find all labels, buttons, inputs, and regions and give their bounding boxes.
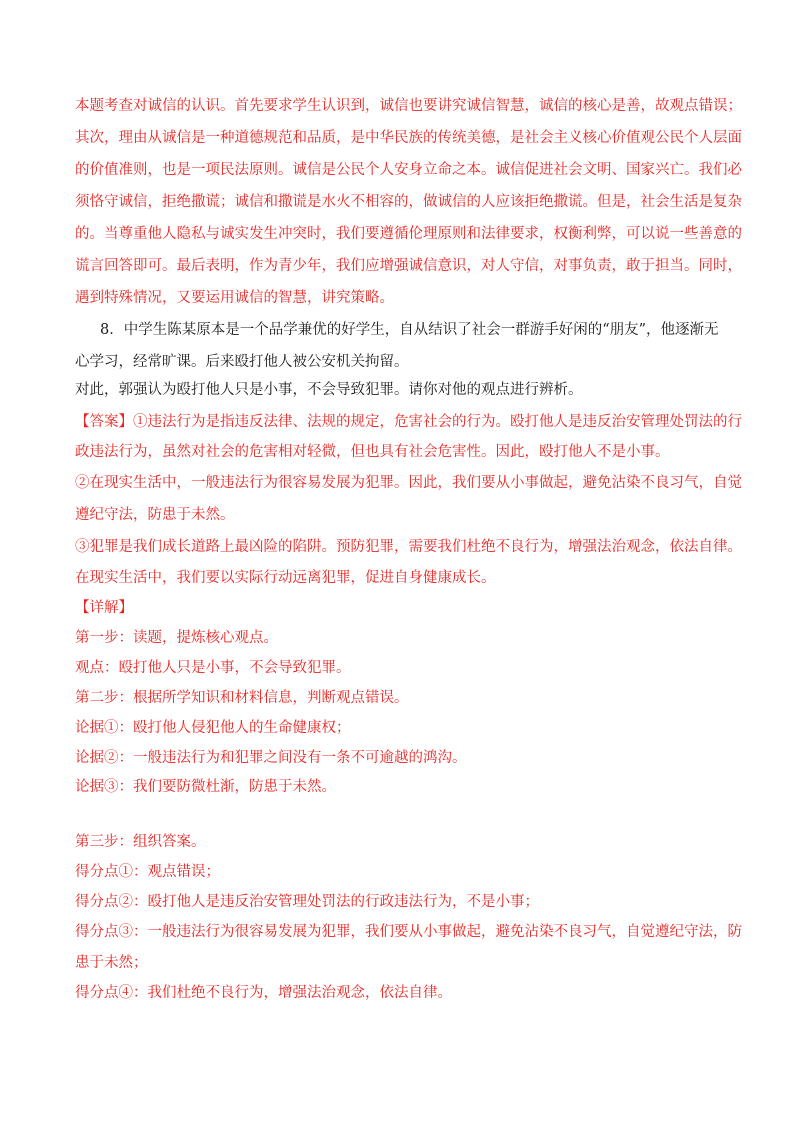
score-point-1: 得分点①：观点错误； (75, 864, 220, 880)
answer-line-3: ②在现实生活中，一般违法行为很容易发展为犯罪。因此，我们要从小事做起，避免沾染不良习气，自觉 (75, 475, 742, 491)
question-line-1: 8．中学生陈某原本是一个品学兼优的好学生，自从结识了社会一群游手好闲的“朋友”，他逐渐无 (100, 322, 719, 338)
score-point-2: 得分点②：殴打他人是违反治安管理处罚法的行政违法行为，不是小事； (75, 894, 539, 910)
detail-heading: 【详解】 (75, 600, 133, 616)
score-point-3: 得分点③：一般违法行为很容易发展为犯罪，我们要从小事做起，避免沾染不良习气，自觉遵纪守法，防 (75, 924, 742, 940)
viewpoint: 观点：殴打他人只是小事，不会导致犯罪。 (75, 660, 351, 676)
analysis-line-6: 谎言回答即可。最后表明，作为青少年，我们应增强诚信意识，对人守信，对事负责，敢于担当。同时， (75, 258, 742, 274)
analysis-line-4: 须恪守诚信，拒绝撒谎；诚信和撒谎是水火不相容的，做诚信的人应该拒绝撒谎。但是，社会生活是复杂 (75, 194, 742, 210)
analysis-line-1: 本题考查对诚信的认识。首先要求学生认识到，诚信也要讲究诚信智慧，诚信的核心是善，故观点错误； (75, 98, 742, 114)
step-3: 第三步：组织答案。 (75, 834, 206, 850)
argument-1: 论据①：殴打他人侵犯他人的生命健康权； (75, 720, 351, 736)
score-point-4: 得分点④：我们杜绝不良行为，增强法治观念，依法自律。 (75, 985, 452, 1001)
step-2: 第二步：根据所学知识和材料信息，判断观点错误。 (75, 690, 409, 706)
question-line-3: 对此，郭强认为殴打他人只是小事，不会导致犯罪。请你对他的观点进行辨析。 (75, 382, 583, 398)
question-line-2: 心学习，经常旷课。后来殴打他人被公安机关拘留。 (75, 354, 409, 370)
analysis-line-7: 遇到特殊情况，又要运用诚信的智慧，讲究策略。 (75, 290, 394, 306)
argument-3: 论据③：我们要防微杜渐，防患于未然。 (75, 779, 336, 795)
argument-2: 论据②：一般违法行为和犯罪之间没有一条不可逾越的鸿沟。 (75, 750, 467, 766)
analysis-line-5: 的。当尊重他人隐私与诚实发生冲突时，我们要遵循伦理原则和法律要求，权衡利弊，可以说一些善意的 (75, 226, 742, 242)
analysis-line-3: 的价值准则，也是一项民法原则。诚信是公民个人安身立命之本。诚信促进社会文明、国家兴亡。我们必 (75, 162, 742, 178)
answer-line-5: ③犯罪是我们成长道路上最凶险的陷阱。预防犯罪，需要我们杜绝不良行为，增强法治观念，依法自律。 (75, 539, 742, 555)
answer-line-6: 在现实生活中，我们要以实际行动远离犯罪，促进自身健康成长。 (75, 570, 496, 586)
answer-line-2: 政违法行为，虽然对社会的危害相对轻微，但也具有社会危害性。因此，殴打他人不是小事。 (75, 444, 670, 460)
answer-line-1: 【答案】①违法行为是指违反法律、法规的规定，危害社会的行为。殴打他人是违反治安管理处罚法的行 (75, 414, 742, 430)
analysis-line-2: 其次，理由从诚信是一种道德规范和品质，是中华民族的传统美德，是社会主义核心价值观公民个人层面 (75, 130, 742, 146)
step-1: 第一步：读题，提炼核心观点。 (75, 630, 278, 646)
answer-line-4: 遵纪守法，防患于未然。 (75, 507, 235, 523)
score-point-3-continued: 患于未然； (75, 955, 148, 971)
